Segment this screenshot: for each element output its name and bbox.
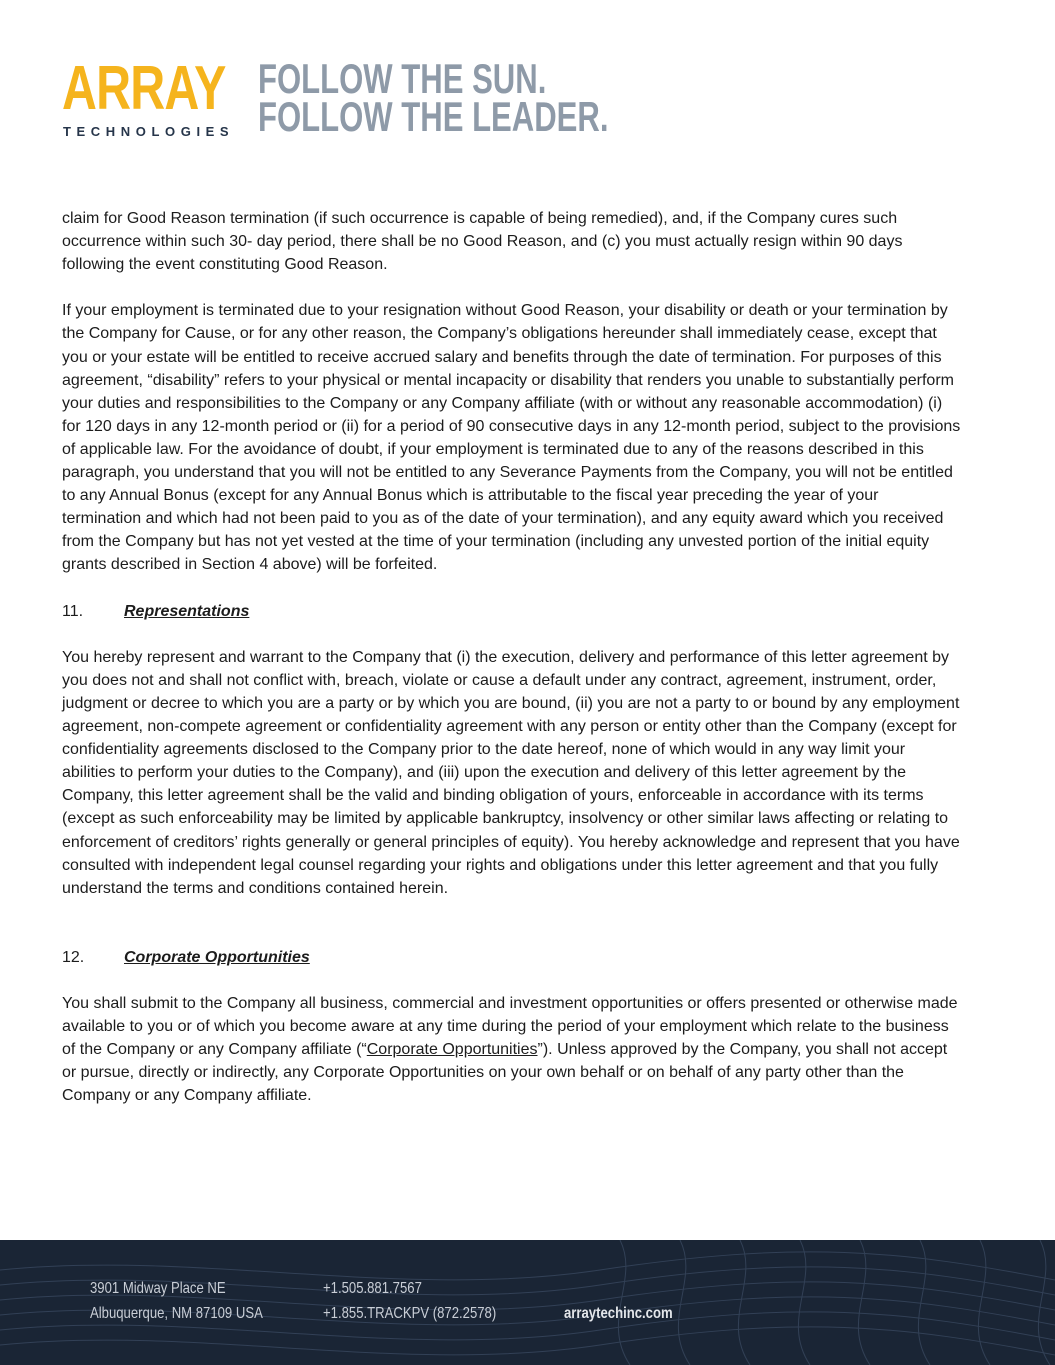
section-title: Representations — [124, 602, 250, 620]
paragraph-termination: If your employment is terminated due to your resignation without Good Reason, your disability or death or your termination by the Company for Cause, or for any other reason, the Company’s obligations hereunder shall immediately cease, except that you or your estate will be entitled to receive accrued salary and benefits through the date of termination. For purposes of this agreement, “disability” refers to your physical or mental incapacity or disability that renders you unable to substantially perform your duties and responsibilities to the Company or any Company affiliate (with or without any reasonable accommodation) (i) for 120 days in any 12-month period or (ii) for a period of 90 consecutive days in any 12-month period, subject to the provisions of applicable law. For the avoidance of doubt, if your employment is terminated due to any of the reasons described in this paragraph, you understand that you will not be entitled to any Severance Payments from the Company, you will not be entitled to any Annual Bonus (except for any Annual Bonus which is attributable to the fiscal year preceding the year of your termination and which had not been paid to you as of the date of your termination), and any equity award which you received from the Company but has not yet vested at the time of your termination (including any unvested portion of the initial equity grants described in Section 4 above) will be forfeited. — [62, 302, 961, 574]
tagline-line-2: FOLLOW THE LEADER. — [258, 93, 609, 140]
tagline-line-1: FOLLOW THE SUN. — [258, 55, 547, 102]
array-logo: ARRAY — [62, 54, 226, 123]
paragraph-good-reason: claim for Good Reason termination (if such occurrence is capable of being remedied), and, if the Company cures such occurrence within such 30- day period, there shall be no Good Reason, and (c) you must actually resign within 90 days following the event constituting Good Reason. — [62, 210, 903, 274]
phone-numbers — [323, 1276, 496, 1326]
address — [90, 1276, 263, 1326]
section-number: 12. — [62, 948, 85, 966]
letterhead — [62, 54, 662, 148]
section-title: Corporate Opportunities — [124, 948, 310, 966]
tagline — [258, 55, 609, 140]
paragraph-representations: You hereby represent and warrant to the Company that (i) the execution, delivery and performance of this letter agreement by you does not and shall not conflict with, breach, violate or cause a default under any contract, agreement, instrument, order, judgment or decree to which you are a party or by which you are bound, (ii) you are not a party to or bound by any employment agreement, non-compete agreement or confidentiality agreement with any person or entity other than the Company (except for confidentiality agreements disclosed to the Company prior to the date hereof, none of which would in any way limit your abilities to perform your duties to the Company), and (iii) upon the execution and delivery of this letter agreement by the Company, this letter agreement shall be the valid and binding obligation of yours, enforceable in accordance with its terms (except as such enforceability may be limited by applicable bankruptcy, insolvency or other similar laws affecting or relating to enforcement of creditors’ rights generally or general principles of equity). You hereby acknowledge and represent that you have consulted with independent legal counsel regarding your rights and obligations under this letter agreement and that you fully understand the terms and conditions contained herein. — [62, 648, 960, 897]
address-line-1: 3901 Midway Place NE — [90, 1280, 226, 1297]
letter-body — [62, 207, 962, 1107]
phone-1: +1.505.881.7567 — [323, 1280, 422, 1297]
letterhead-footer — [0, 1240, 1055, 1365]
paragraph-corporate-opportunities: You shall submit to the Company all business, commercial and investment opportunities or offers presented or otherwise made available to you or of which you become aware at any time during the period of your employment which relate to the business of the Company or any Company affiliate (“Corporate Opportunities”). Unless approved by the Company, you shall not accept or pursue, directly or indirectly, any Corporate Opportunities on your own behalf or on behalf of any party other than the Company or any Company affiliate. — [62, 995, 958, 1105]
section-number: 11. — [62, 602, 84, 620]
section-11-heading — [62, 600, 962, 623]
logo-subtitle: TECHNOLOGIES — [63, 124, 235, 139]
website-link[interactable]: arraytechinc.com — [564, 1305, 673, 1322]
address-line-2: Albuquerque, NM 87109 USA — [90, 1305, 263, 1322]
defined-term: Corporate Opportunities — [366, 1041, 538, 1059]
phone-2: +1.855.TRACKPV (872.2578) — [323, 1305, 497, 1322]
section-12-heading — [62, 946, 962, 969]
